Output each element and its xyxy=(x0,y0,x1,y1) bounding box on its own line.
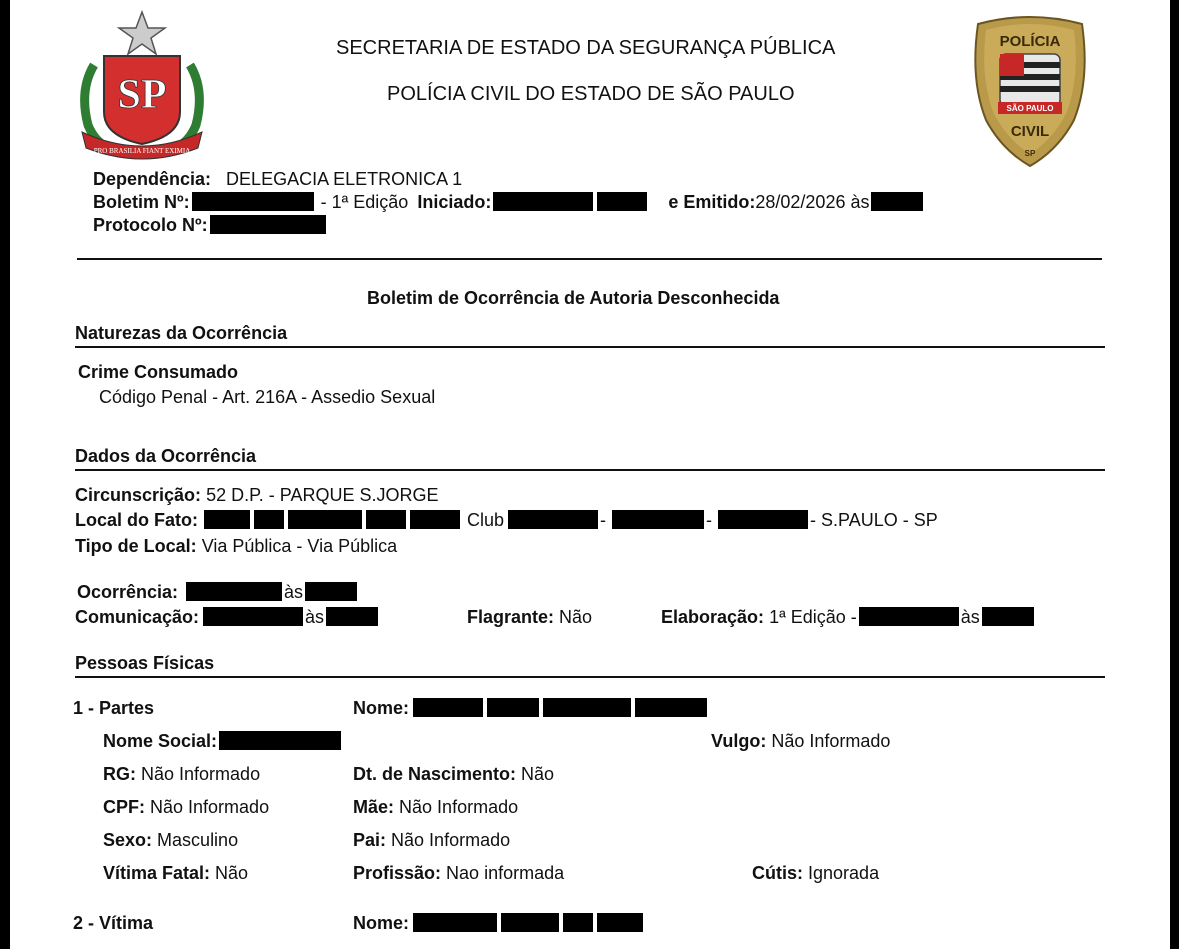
redaction xyxy=(612,510,704,529)
vitima-fatal-field xyxy=(103,862,248,884)
dados-rule xyxy=(75,469,1105,471)
local-club: Club xyxy=(467,510,505,530)
cutis-value: Ignorada xyxy=(808,863,880,883)
ocorrencia-label: Ocorrência: xyxy=(77,582,179,602)
coat-of-arms-motto: PRO BRASILIA FIANT EXIMIA xyxy=(93,147,191,155)
vulgo-field xyxy=(711,730,890,752)
redaction xyxy=(501,913,559,932)
header-line1: SECRETARIA DE ESTADO DA SEGURANÇA PÚBLICA xyxy=(336,37,836,59)
right-border xyxy=(1170,0,1179,949)
local-dash: - xyxy=(600,510,607,530)
sao-paulo-coat-of-arms-icon xyxy=(74,10,210,166)
mae-field xyxy=(353,796,518,818)
local-dash: - xyxy=(706,510,713,530)
nome-label: Nome: xyxy=(353,698,410,718)
redaction xyxy=(186,582,282,601)
redaction xyxy=(326,607,378,626)
pessoas-heading: Pessoas Físicas xyxy=(75,653,215,673)
badge-tag-text: SP xyxy=(1024,149,1036,158)
flagrante-value: Não xyxy=(559,607,593,627)
redaction xyxy=(192,192,314,211)
redaction xyxy=(982,607,1034,626)
nascimento-field xyxy=(353,763,554,785)
vitima-fatal-value: Não xyxy=(215,863,249,883)
redaction xyxy=(597,913,643,932)
redaction xyxy=(493,192,593,211)
elaboracao-label: Elaboração: xyxy=(661,607,765,627)
redaction xyxy=(203,607,303,626)
pai-label: Pai: xyxy=(353,830,387,850)
redaction xyxy=(635,698,707,717)
profissao-value: Nao informada xyxy=(446,863,565,883)
redaction xyxy=(487,698,539,717)
redaction xyxy=(543,698,631,717)
redaction xyxy=(219,731,341,750)
boletim-row xyxy=(93,191,925,213)
crime-label: Crime Consumado xyxy=(78,362,239,382)
circunscricao-row xyxy=(75,484,438,506)
iniciado-label: Iniciado: xyxy=(417,192,492,212)
redaction xyxy=(597,192,647,211)
document-title: Boletim de Ocorrência de Autoria Desconhecida xyxy=(367,288,780,308)
vitima-label: 2 - Vítima xyxy=(73,913,154,933)
nome-social-label: Nome Social: xyxy=(103,731,218,751)
pai-field xyxy=(353,829,510,851)
redaction xyxy=(204,510,250,529)
nascimento-value: Não xyxy=(521,764,555,784)
sexo-field xyxy=(103,829,238,851)
pai-value: Não Informado xyxy=(391,830,511,850)
profissao-label: Profissão: xyxy=(353,863,442,883)
as-text: às xyxy=(284,582,304,602)
sexo-label: Sexo: xyxy=(103,830,153,850)
flagrante-label: Flagrante: xyxy=(467,607,555,627)
partes-label: 1 - Partes xyxy=(73,698,155,718)
redaction xyxy=(413,698,483,717)
comunicacao-label: Comunicação: xyxy=(75,607,200,627)
cpf-label: CPF: xyxy=(103,797,145,817)
vitima-fatal-label: Vítima Fatal: xyxy=(103,863,211,883)
emitido-value: 28/02/2026 às xyxy=(755,192,870,212)
local-end: - S.PAULO - SP xyxy=(810,510,938,530)
vitima-nome-field xyxy=(353,912,645,934)
as-text: às xyxy=(305,607,325,627)
badge-bottom-text: CIVIL xyxy=(1010,123,1050,140)
dados-heading: Dados da Ocorrência xyxy=(75,446,257,466)
cpf-field xyxy=(103,796,269,818)
rg-value: Não Informado xyxy=(141,764,261,784)
redaction xyxy=(210,215,326,234)
cutis-field xyxy=(752,862,879,884)
dependencia-value: DELEGACIA ELETRONICA 1 xyxy=(226,169,463,189)
local-label: Local do Fato: xyxy=(75,510,198,530)
mae-label: Mãe: xyxy=(353,797,395,817)
redaction xyxy=(859,607,959,626)
ocorrencia-row xyxy=(77,581,359,603)
naturezas-heading: Naturezas da Ocorrência xyxy=(75,323,288,343)
dependencia-row xyxy=(93,168,462,190)
redaction xyxy=(871,192,923,211)
nome-label: Nome: xyxy=(353,913,410,933)
redaction xyxy=(288,510,362,529)
redaction xyxy=(366,510,406,529)
cutis-label: Cútis: xyxy=(752,863,803,883)
elaboracao-value: 1ª Edição - xyxy=(769,607,857,627)
protocolo-row xyxy=(93,214,328,236)
comunicacao-row xyxy=(75,606,380,628)
flagrante-field xyxy=(467,606,592,628)
circunscricao-value: 52 D.P. - PARQUE S.JORGE xyxy=(206,485,439,505)
local-row xyxy=(75,509,938,531)
nome-field xyxy=(353,697,709,719)
elaboracao-field xyxy=(661,606,1036,628)
pessoas-rule xyxy=(75,676,1105,678)
redaction xyxy=(410,510,460,529)
badge-band-text: SÃO PAULO xyxy=(1006,104,1054,113)
naturezas-rule xyxy=(75,346,1105,348)
redaction xyxy=(413,913,497,932)
mae-value: Não Informado xyxy=(399,797,519,817)
as-text: às xyxy=(960,607,980,627)
cpf-value: Não Informado xyxy=(150,797,270,817)
tipo-value: Via Pública - Via Pública xyxy=(201,536,398,556)
header-line2: POLÍCIA CIVIL DO ESTADO DE SÃO PAULO xyxy=(387,83,795,105)
vulgo-value: Não Informado xyxy=(771,731,891,751)
vulgo-label: Vulgo: xyxy=(711,731,767,751)
nome-social-field xyxy=(103,730,343,752)
edicao-text: - 1ª Edição xyxy=(320,192,409,212)
profissao-field xyxy=(353,862,564,884)
rg-field xyxy=(103,763,260,785)
tipo-row xyxy=(75,535,397,557)
boletim-label: Boletim Nº: xyxy=(93,192,190,212)
left-border xyxy=(0,0,10,949)
redaction xyxy=(254,510,284,529)
nascimento-label: Dt. de Nascimento: xyxy=(353,764,517,784)
header-divider xyxy=(77,258,1102,260)
emitido-label: e Emitido: xyxy=(668,192,756,212)
badge-top-text: POLÍCIA xyxy=(999,33,1061,50)
redaction xyxy=(508,510,598,529)
policia-civil-badge-icon xyxy=(968,10,1092,170)
redaction xyxy=(305,582,357,601)
coat-of-arms-letters: SP xyxy=(117,72,167,118)
rg-label: RG: xyxy=(103,764,136,784)
dependencia-label: Dependência: xyxy=(93,169,212,189)
protocolo-label: Protocolo Nº: xyxy=(93,215,208,235)
tipo-label: Tipo de Local: xyxy=(75,536,197,556)
circunscricao-label: Circunscrição: xyxy=(75,485,202,505)
crime-value: Código Penal - Art. 216A - Assedio Sexual xyxy=(99,387,436,407)
redaction xyxy=(563,913,593,932)
redaction xyxy=(718,510,808,529)
sexo-value: Masculino xyxy=(157,830,239,850)
